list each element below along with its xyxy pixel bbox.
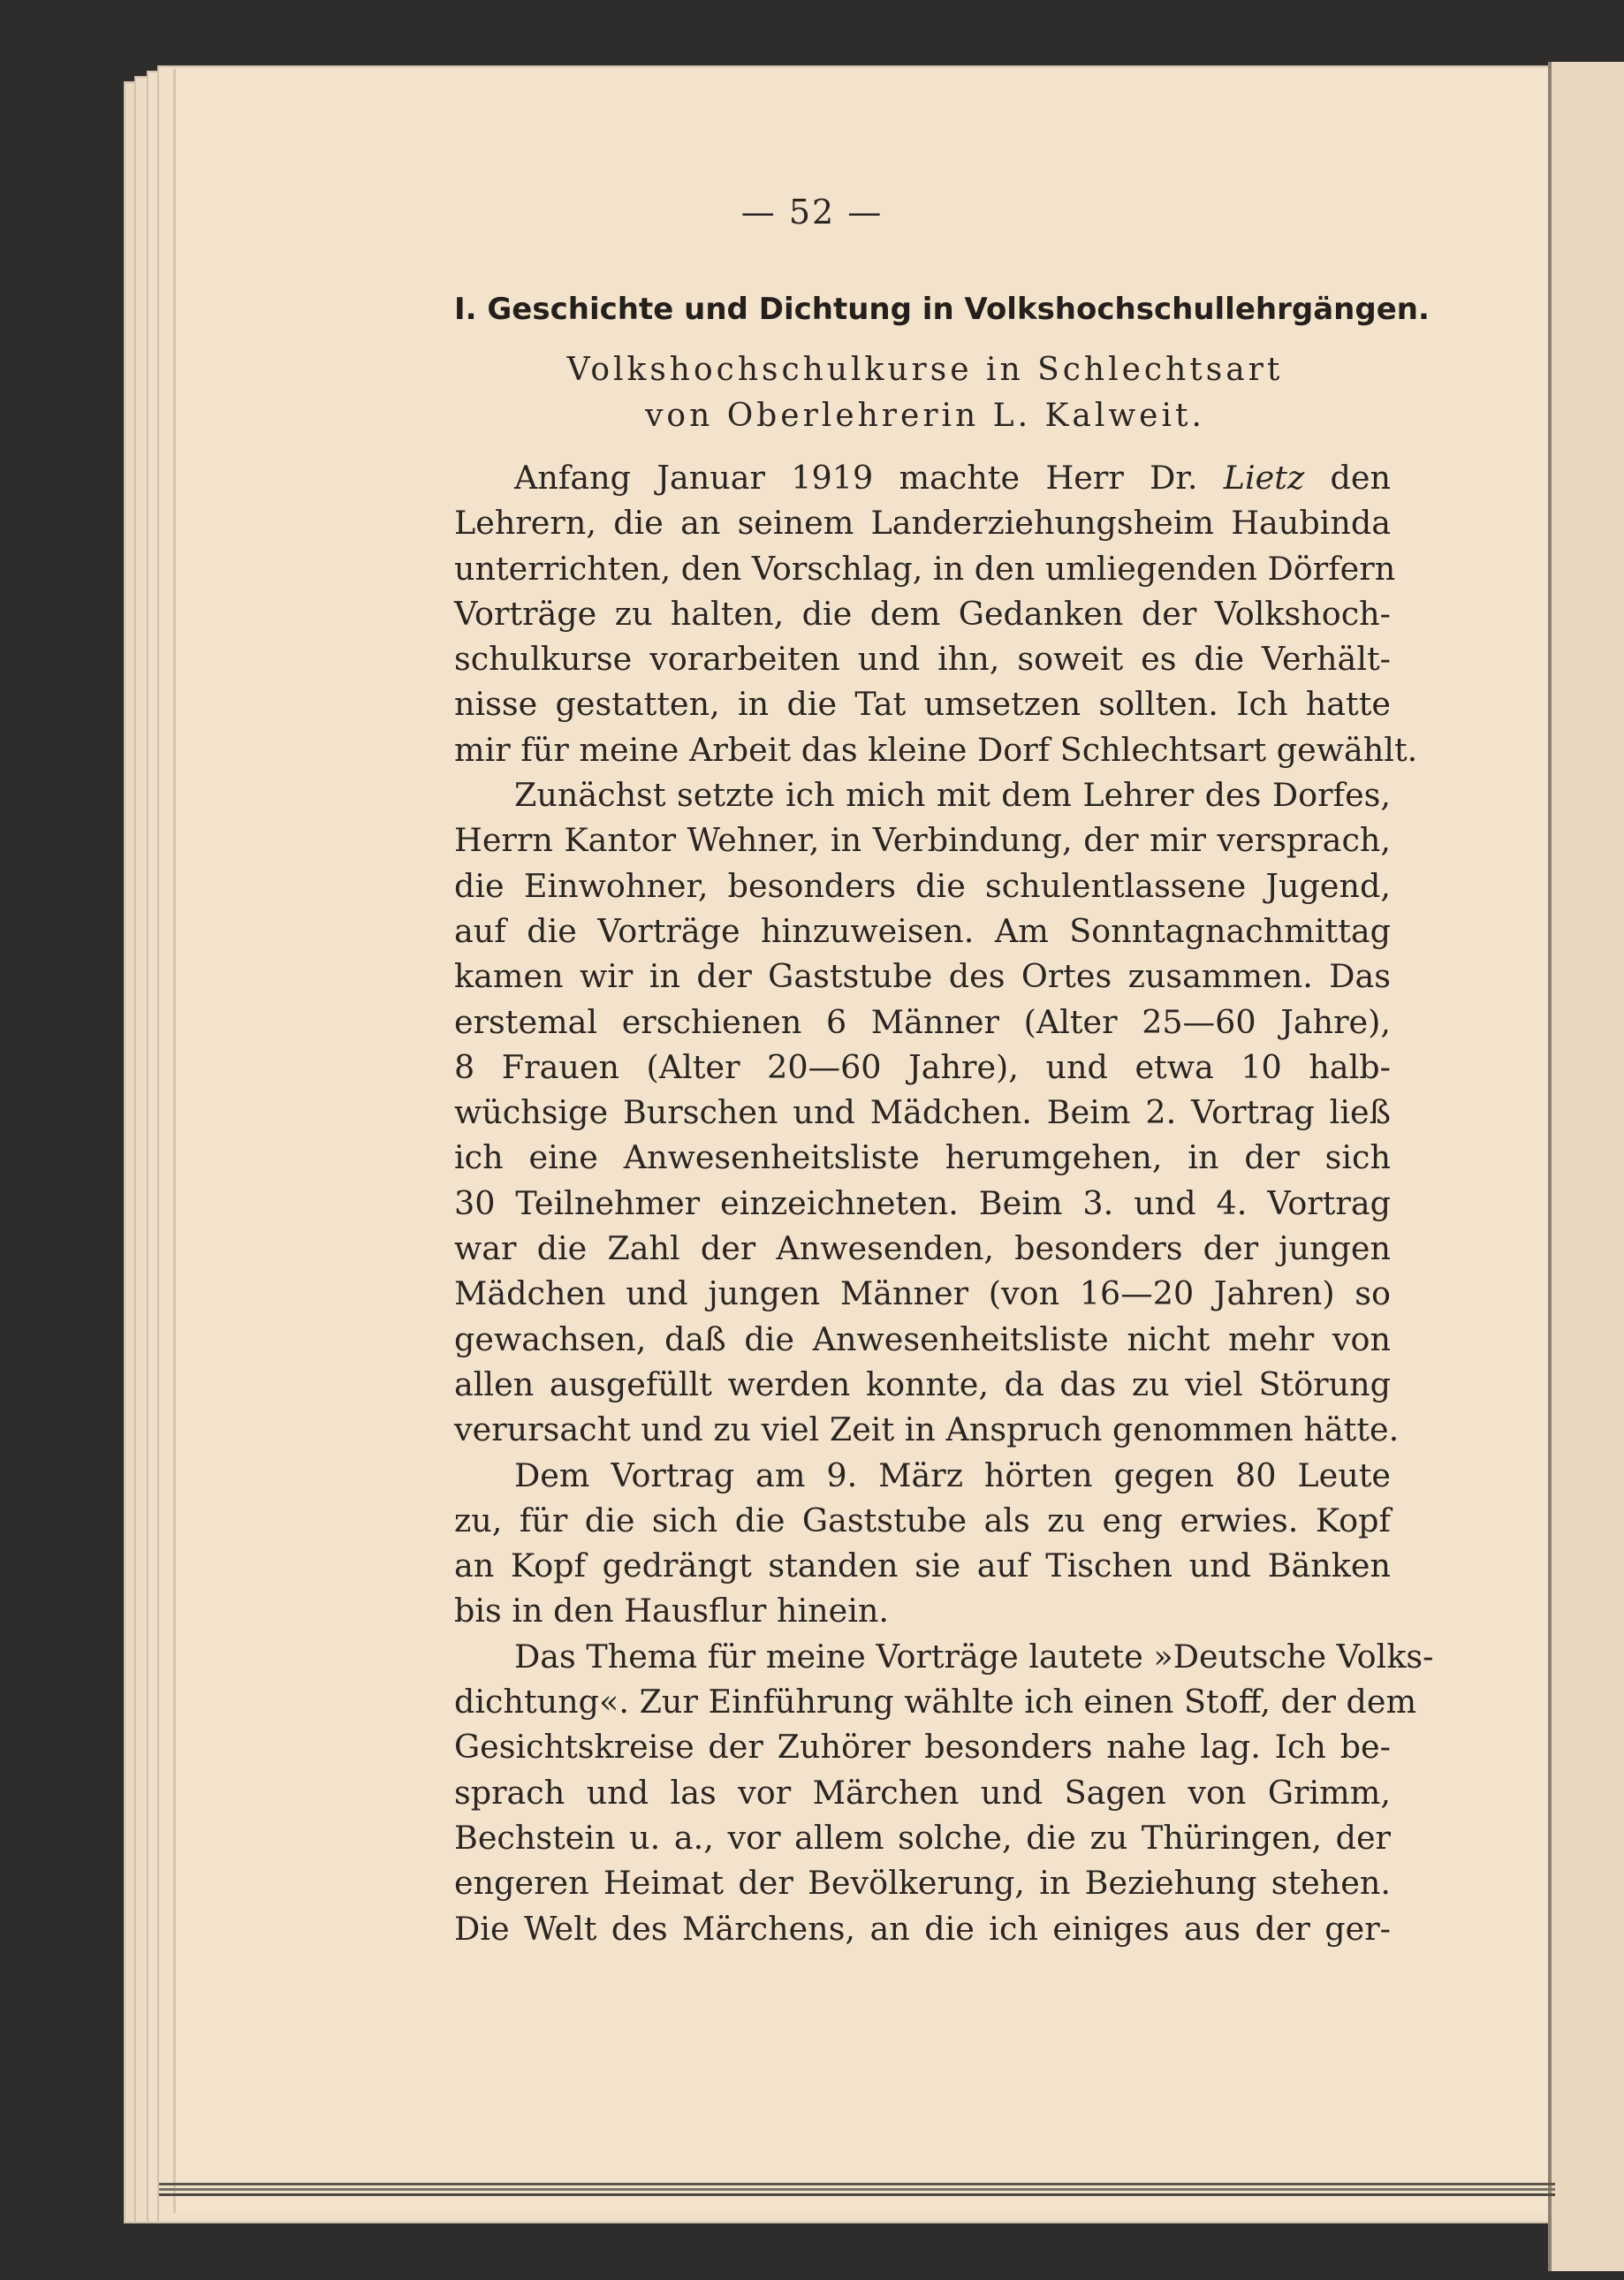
- text-line: Mädchen und jungen Männer (von 16—20 Jahren) so: [454, 1274, 1391, 1313]
- page-bottom-edge: [159, 2188, 1555, 2191]
- text-line: Das Thema für meine Vorträge lautete »Deutsche Volks-: [514, 1637, 1434, 1676]
- text-line: Bechstein u. a., vor allem solche, die zu Thüringen, der: [454, 1818, 1391, 1857]
- text-line: Die Welt des Märchens, an die ich einiges aus der ger-: [454, 1909, 1391, 1948]
- text-line: Dem Vortrag am 9. März hörten gegen 80 Leute: [514, 1455, 1391, 1494]
- text-line: Vorträge zu halten, die dem Gedanken der Volkshoch-: [454, 594, 1391, 633]
- text-line: zu, für die sich die Gaststube als zu eng erwies. Kopf: [454, 1501, 1391, 1539]
- article-title: Volkshochschulkurse in Schlechtsart: [566, 352, 1284, 388]
- page-bottom-edge: [159, 2193, 1555, 2196]
- text-line: engeren Heimat der Bevölkerung, in Beziehung stehen.: [454, 1864, 1391, 1903]
- text-line: an Kopf gedrängt standen sie auf Tischen und Bänken: [454, 1547, 1391, 1585]
- text-line: die Einwohner, besonders die schulentlassene Jugend,: [454, 866, 1391, 905]
- text-line: Gesichtskreise der Zuhörer besonders nahe lag. Ich be-: [454, 1728, 1391, 1767]
- text-line: war die Zahl der Anwesenden, besonders der jungen: [454, 1229, 1391, 1268]
- facing-page-edge: [1548, 62, 1624, 2271]
- text-line: Herrn Kantor Wehner, in Verbindung, der mir versprach,: [454, 821, 1391, 860]
- text-line: verursacht und zu viel Zeit in Anspruch genommen hätte.: [454, 1410, 1400, 1449]
- page-number: — 52 —: [740, 193, 884, 232]
- text-line: bis in den Hausflur hinein.: [454, 1592, 890, 1630]
- text-line: Zunächst setzte ich mich mit dem Lehrer des Dorfes,: [514, 776, 1391, 815]
- text-line: kamen wir in der Gaststube des Ortes zusammen. Das: [454, 957, 1391, 996]
- article-author: von Oberlehrerin L. Kalweit.: [645, 398, 1205, 434]
- text-line: sprach und las vor Märchen und Sagen von Grimm,: [454, 1773, 1391, 1812]
- text-line: auf die Vorträge hinzuweisen. Am Sonntagnachmittag: [454, 911, 1391, 950]
- text-line: mir für meine Arbeit das kleine Dorf Schlechtsart gewählt.: [454, 730, 1418, 769]
- text-line: wüchsige Burschen und Mädchen. Beim 2. Vortrag ließ: [454, 1093, 1391, 1132]
- text-line: gewachsen, daß die Anwesenheitsliste nicht mehr von: [454, 1319, 1391, 1358]
- text-line: dichtung«. Zur Einführung wählte ich einen Stoff, der dem: [454, 1683, 1417, 1721]
- body-text: [454, 455, 1434, 1951]
- text-line: ich eine Anwesenheitsliste herumgehen, in der sich: [454, 1138, 1391, 1177]
- text-line: erstemal erschienen 6 Männer (Alter 25—60 Jahre),: [454, 1002, 1391, 1041]
- text-line: allen ausgefüllt werden konnte, da das zu viel Störung: [454, 1364, 1391, 1403]
- text-line: 30 Teilnehmer einzeichneten. Beim 3. und 4. Vortrag: [454, 1183, 1391, 1222]
- text-line: 8 Frauen (Alter 20—60 Jahre), und etwa 10 halb-: [454, 1047, 1391, 1086]
- text-line: Anfang Januar 1919 machte Herr Dr. Lietz den: [514, 459, 1391, 497]
- section-heading: I. Geschichte und Dichtung in Volkshochschullehrgängen.: [454, 292, 1430, 327]
- text-line: schulkurse vorarbeiten und ihn, soweit es die Verhält-: [454, 640, 1391, 679]
- page-bottom-edge: [159, 2183, 1555, 2185]
- text-line: Lehrern, die an seinem Landerziehungsheim Haubinda: [454, 504, 1391, 543]
- text-line: unterrichten, den Vorschlag, in den umliegenden Dörfern: [454, 549, 1396, 588]
- text-line: nisse gestatten, in die Tat umsetzen sollten. Ich hatte: [454, 685, 1391, 724]
